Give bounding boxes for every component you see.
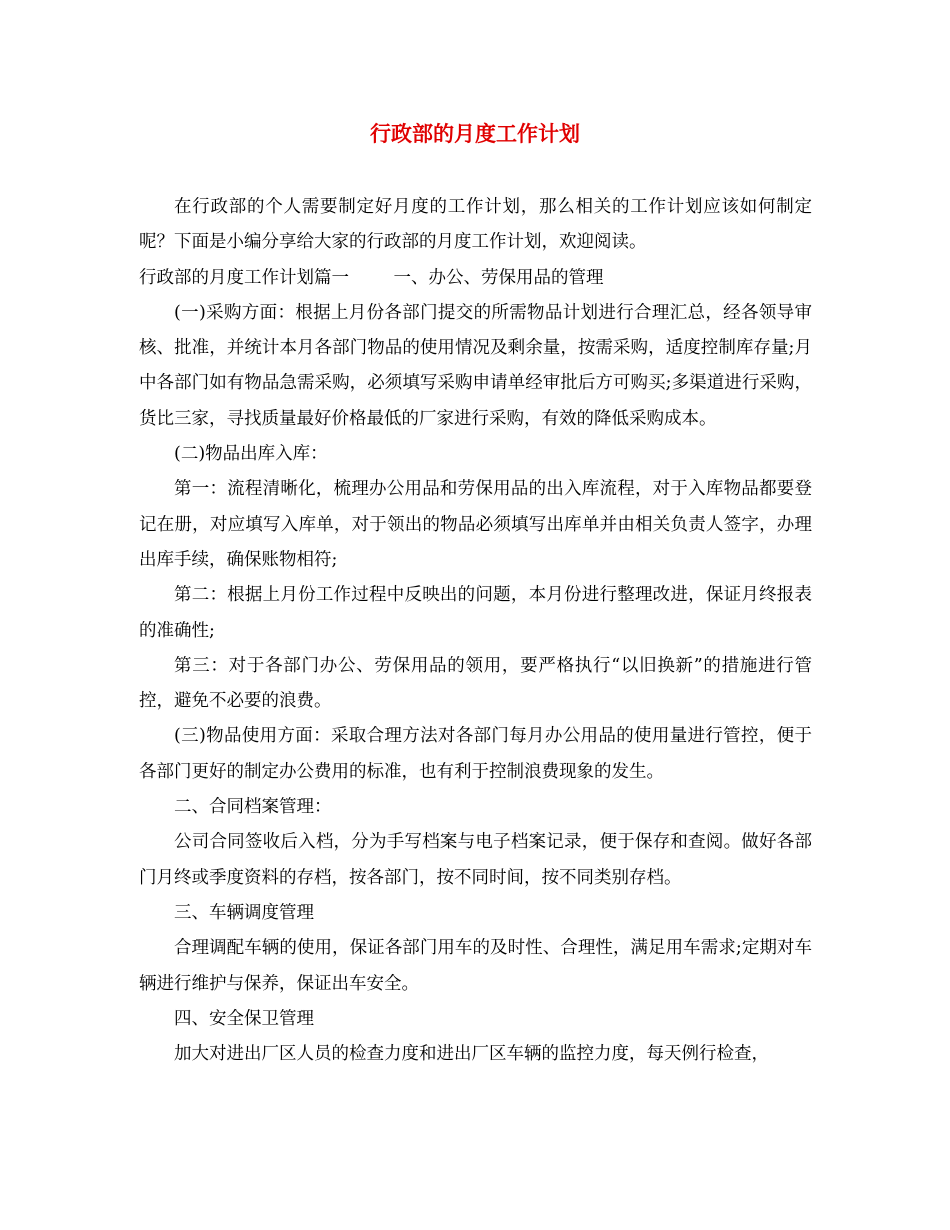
paragraph-contracts: 公司合同签收后入档，分为手写档案与电子档案记录，便于保存和查阅。做好各部门月终或季度资料的存档，按各部门，按不同时间，按不同类别存档。 — [139, 832, 812, 888]
document-body — [139, 190, 812, 1072]
paragraph-step-three: 第三：对于各部门办公、劳保用品的领用，要严格执行“以旧换新”的措施进行管控，避免不必要的浪费。 — [139, 655, 812, 712]
section-heading-security: 四、安全保卫管理 — [174, 1008, 314, 1029]
section-heading-office-supplies: 行政部的月度工作计划篇一 一、办公、劳保用品的管理 — [139, 267, 604, 288]
paragraph-step-one: 第一：流程清晰化，梳理办公用品和劳保用品的出入库流程，对于入库物品都要登记在册，对应填写入库单，对于领出的物品必须填写出库单并由相关负责人签字，办理出库手续，确保账物相符; — [139, 479, 812, 570]
paragraph-vehicles: 合理调配车辆的使用，保证各部门用车的及时性、合理性，满足用车需求;定期对车辆进行维护与保养，保证出车安全。 — [139, 938, 812, 994]
paragraph-security: 加大对进出厂区人员的检查力度和进出厂区车辆的监控力度，每天例行检查， — [174, 1044, 769, 1065]
paragraph-procurement: (一)采购方面：根据上月份各部门提交的所需物品计划进行合理汇总，经各领导审核、批准，并统计本月各部门物品的使用情况及剩余量，按需采购，适度控制库存量;月中各部门如有物品急需采购，必须填写采购申请单经审批后方可购买;多渠道进行采购，货比三家，寻找质量最好价格最低的厂家进行采购，有效的降低采购成本。 — [139, 302, 812, 429]
paragraph-step-two: 第二：根据上月份工作过程中反映出的问题，本月份进行整理改进，保证月终报表的准确性; — [139, 585, 812, 641]
section-heading-contracts: 二、合同档案管理： — [174, 797, 332, 818]
subheading-inventory: (二)物品出库入库： — [174, 444, 328, 465]
document-title: 行政部的月度工作计划 — [370, 121, 580, 146]
paragraph-usage: (三)物品使用方面：采取合理方法对各部门每月办公用品的使用量进行管控，便于各部门更好的制定办公费用的标准，也有利于控制浪费现象的发生。 — [139, 726, 812, 782]
section-heading-vehicles: 三、车辆调度管理 — [174, 902, 314, 923]
intro-paragraph: 在行政部的个人需要制定好月度的工作计划，那么相关的工作计划应该如何制定呢？下面是小编分享给大家的行政部的月度工作计划，欢迎阅读。 — [139, 197, 812, 253]
